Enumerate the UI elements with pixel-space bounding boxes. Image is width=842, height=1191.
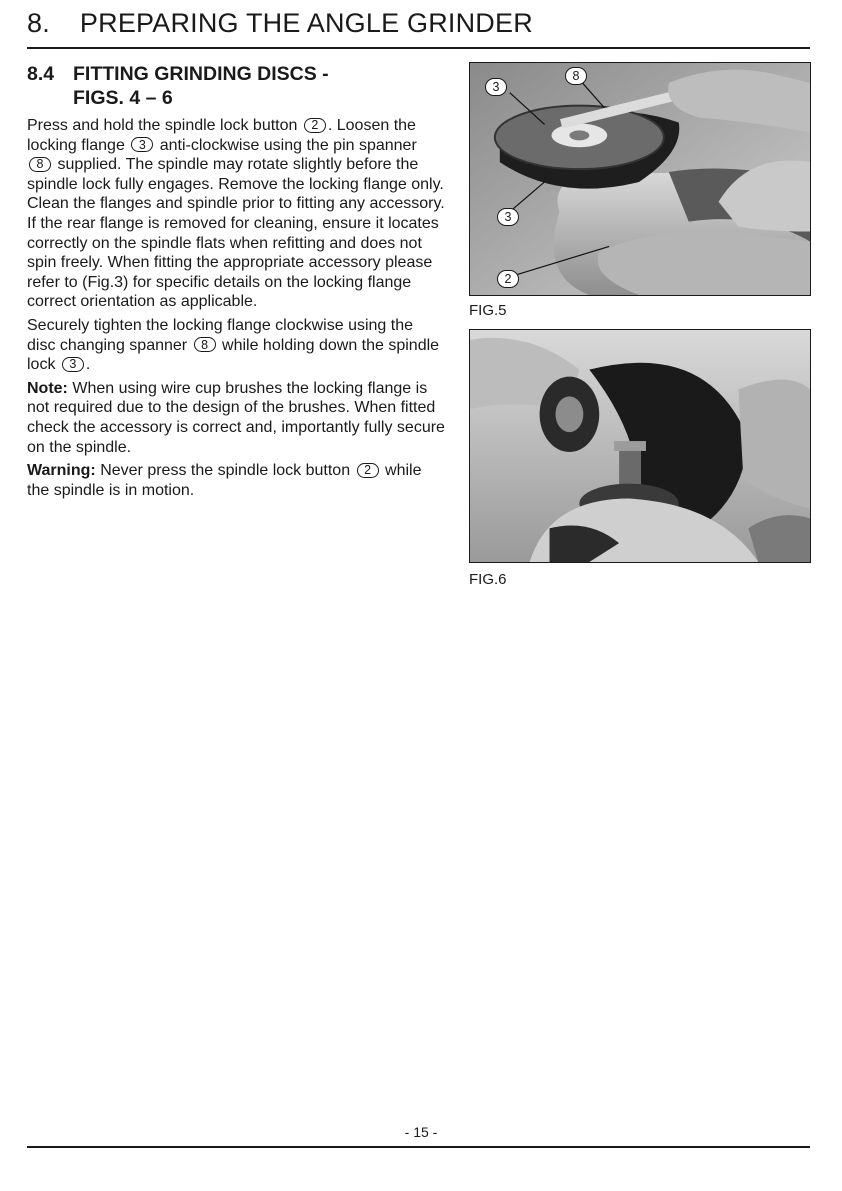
ref-marker-3: 3 (131, 137, 153, 152)
fig5-caption: FIG.5 (469, 302, 507, 319)
paragraph-tighten-flange: Securely tighten the locking flange clockwise using the disc changing spanner 8 while holding down the spindle lock 3 . (27, 316, 440, 374)
ref-marker-2: 2 (357, 463, 379, 478)
locking-flange-removal-illustration (470, 330, 810, 562)
chapter-title-text: PREPARING THE ANGLE GRINDER (79, 8, 533, 38)
fig5-photo (469, 62, 811, 296)
fig6-caption: FIG.6 (469, 571, 507, 588)
chapter-title (27, 8, 533, 39)
callout-8: 8 (565, 67, 587, 85)
ref-marker-2: 2 (304, 118, 326, 133)
warning-label: Warning: (27, 462, 96, 480)
section-title-line1: FITTING GRINDING DISCS - (73, 63, 329, 85)
callout-3: 3 (485, 78, 507, 96)
ref-marker-8: 8 (194, 337, 216, 352)
page-number: - 15 - (404, 1124, 438, 1140)
warning-paragraph: Warning: Never press the spindle lock button 2 while the spindle is in motion. (27, 462, 422, 499)
footer-rule (27, 1146, 810, 1148)
section-heading (27, 62, 329, 110)
callout-3: 3 (497, 208, 519, 226)
callout-2: 2 (497, 270, 519, 288)
fig6-photo (469, 329, 811, 563)
section-title-line2: FIGS. 4 – 6 (73, 87, 173, 109)
ref-marker-8: 8 (29, 157, 51, 172)
ref-marker-3: 3 (62, 357, 84, 372)
section-number: 8.4 (27, 63, 55, 85)
paragraph-loosen-flange: Press and hold the spindle lock button 2 . Loosen the locking flange 3 anti-clockwise using the pin spanner 8 supplied. The spindle may rotate slightly before the spindle lock fully engages. Remove the locking flange only. Clean the flanges and spindle prior to fitting any accessory. If the rear flange is removed for cleaning, ensure it locates correctly on the spindle flats when refitting and does not spin freely. When fitting the appropriate accessory please refer to (Fig.3) for specific details on the locking flange correct orientation as applicable. (27, 117, 445, 311)
grinder-disc-fitting-illustration (470, 63, 810, 295)
header-rule (27, 47, 810, 49)
chapter-number: 8. (27, 8, 50, 38)
note-label: Note: (27, 379, 68, 397)
note-paragraph: Note: When using wire cup brushes the locking flange is not required due to the design of the brushes. When fitted check the accessory is correct and, importantly fully secure on the spindle. (27, 379, 445, 456)
instructions-text (27, 116, 445, 504)
